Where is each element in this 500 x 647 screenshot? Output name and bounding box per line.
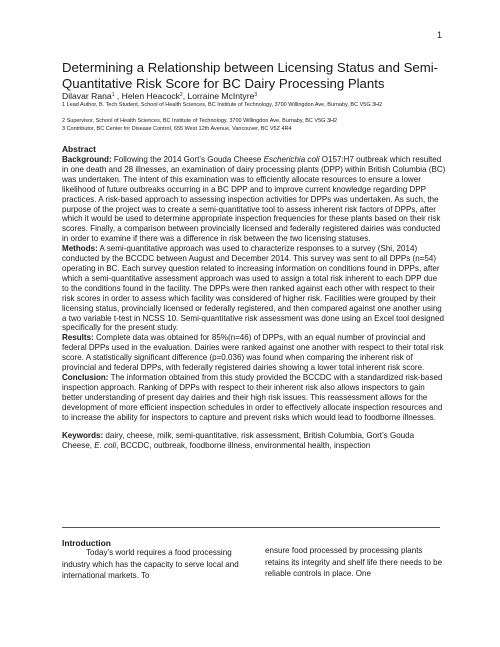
affiliation-1: 1 Lead Author, B. Tech Student, School of Health Sciences, BC Institute of Technology, 3700 Willingdon Ave, Burnaby, BC V5G 3H2 [62, 102, 383, 108]
abstract-background [62, 155, 446, 244]
methods-label: Methods: [62, 244, 98, 254]
section-divider [62, 527, 440, 528]
author-name: Lorraine McIntyre [187, 91, 255, 101]
introduction-right-column [265, 545, 445, 580]
background-label: Background: [62, 155, 112, 164]
author-name: Dilavar Rana [62, 91, 112, 101]
introduction-left-column [62, 547, 242, 582]
background-text-post: O157:H7 outbreak which resulted in one death and 28 illnesses, an examination of dairy processing plants (DPP) within British Columbia (BC) was undertaken. The intent of this examination was to efficiently allocate resources to ensure a lower likelihood of future outbreaks occurring in a BC DPP and to improve current knowledge regarding DPP practices. A risk-based approach to assessing inspection activities for DPPs was undertaken. As such, the purpose of the project was to create a semi-quantitative tool to assess inherent risk factors of DPPs, after which it would be used to determine appropriate inspection frequencies for these plants based on their risk scores. Finally, a comparison between provincially licensed and federally registered dairies was conducted in order to examine if there was a difference in risk between the two licensing statuses. [62, 155, 446, 244]
keywords-paragraph [62, 431, 446, 451]
results-text: Complete data was obtained for 85%(n=46) of DPPs, with an equal number of provincial and federal DPPs used in the evaluation. Dairies were ranked against one another with respect to their total risk score. A statistically significant difference (p=0.036) was found when comparing the inherent risk of provincial and federal DPPs, with federally registered dairies showing a lower total inherent risk score. [62, 333, 444, 373]
author-separator: , [182, 91, 188, 101]
author-superscript: 2 [179, 92, 183, 98]
author-line [62, 91, 257, 102]
author-separator: , [114, 91, 122, 101]
keywords-text-post: , BCCDC, outbreak, foodborne illness, environmental health, inspection [116, 441, 371, 451]
abstract-conclusion [62, 373, 446, 423]
abstract-methods [62, 244, 446, 333]
conclusion-label: Conclusion: [62, 372, 109, 382]
abstract-results [62, 333, 446, 373]
keywords-label: Keywords: [62, 431, 104, 441]
background-text-pre: Following the 2014 Gort’s Gouda Cheese [111, 155, 264, 164]
paper-title: Determining a Relationship between Licensing Status and Semi-Quantitative Risk Score for BC Dairy Processing Plants [62, 60, 439, 91]
keywords-italic: E. coli [94, 441, 117, 451]
abstract-heading: Abstract [62, 144, 96, 154]
introduction-right-text: ensure food processed by processing plants retains its integrity and shelf life there needs to be reliable controls in place. One [265, 546, 443, 578]
introduction-left-text: Today’s world requires a food processing industry which has the capacity to serve local and international markets. To [62, 548, 239, 580]
abstract-section [62, 144, 446, 451]
author-name: Helen Heacock [121, 91, 180, 101]
introduction-heading: Introduction [62, 538, 111, 548]
methods-text: A semi-quantitative approach was used to characterize responses to a survey (Shi, 2014) conducted by the BCCDC between August and December 2014. This survey was sent to all DPPs (n=54) operating in BC. Each survey question related to increasing information on conditions found in DPPs, after which a semi-quantitative assessment approach was used to assign a total risk inherent to each DPP due to the conditions found in the facility. The DPPs were then ranked against each other with respect to their risk scores in order to assess which facility was considered of higher risk. Facilities were grouped by their licensing status, provincially licensed or federally registered, and then compared against one another using a two variable t-test in NCSS 10. Semi-quantitative risk assessment was done using an Excel tool designed specifically for the present study. [62, 244, 444, 333]
author-superscript: 1 [111, 92, 115, 98]
affiliation-3: 3 Contributor, BC Center for Disease Control, 655 West 12th Avenue, Vancouver, BC V5Z 4R4 [62, 126, 292, 132]
affiliation-2: 2 Supervisor, School of Health Sciences, BC Institute of Technology, 3700 Willingdon Ave, Burnaby, BC V5G 3H2 [62, 118, 338, 124]
author-superscript: 3 [254, 92, 258, 98]
page-number: 1 [436, 30, 442, 40]
keywords-text-pre: dairy, cheese, milk, semi-quantitative, risk assessment, British Columbia, Gort’s Gouda Cheese, [62, 431, 415, 451]
background-italic-organism: Escherichia coli [263, 155, 320, 164]
conclusion-text: The information obtained from this study provided the BCCDC with a standardized risk-based inspection approach. Ranking of DPPs with respect to their inherent risk also allows inspectors to gain better understanding of present day dairies and their high risk issues. This reassessment allows for the development of more efficient inspection schedules in order to effectively allocate inspection resources and to increase the ability for inspectors to capture and prevent risks which would lead to foodborne illnesses. [62, 372, 443, 422]
results-label: Results: [62, 333, 94, 343]
